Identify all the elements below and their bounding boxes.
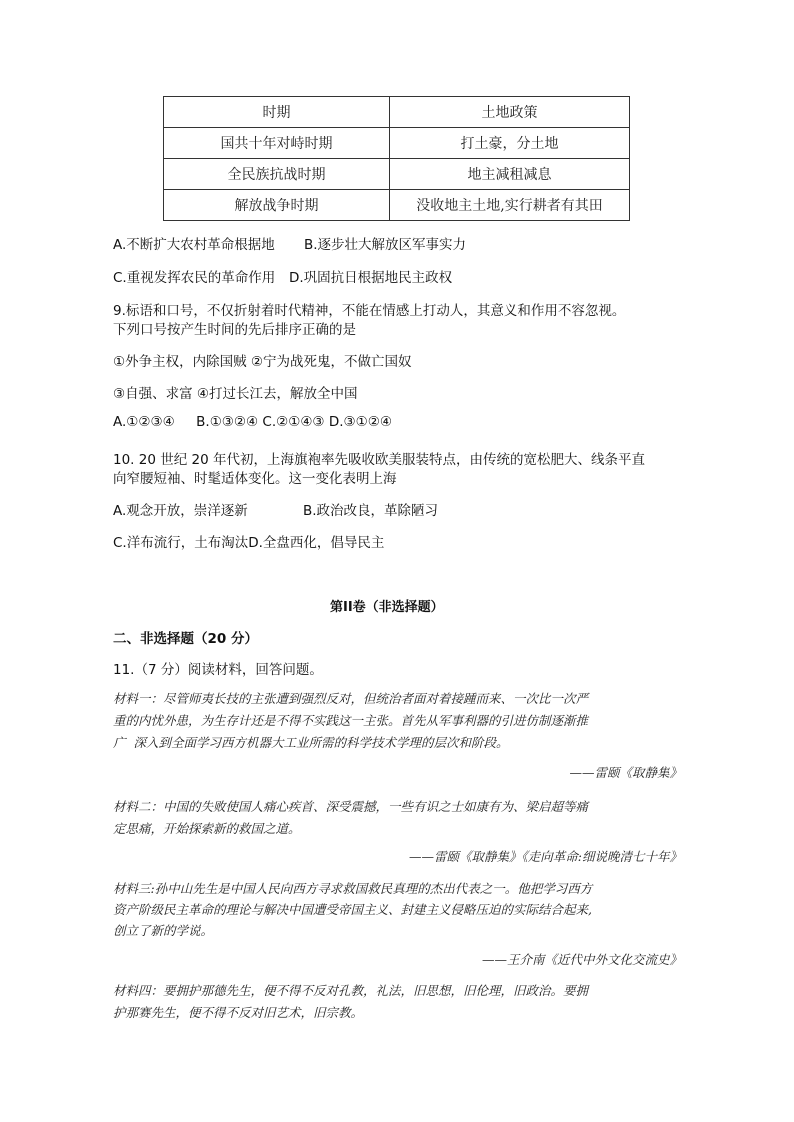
material-2-source: ——雷颐《取静集》《走向革命:细说晚清七十年》 <box>409 849 682 864</box>
q10-option-b: B.政治改良，革除陋习 <box>303 503 439 519</box>
land-policy-table <box>163 96 630 221</box>
material-4-line: 材料四：要拥护那德先生，便不得不反对孔教，礼法，旧思想，旧伦理，旧政治。要拥 <box>113 983 589 998</box>
table-header-cell: 时期 <box>164 97 390 128</box>
section-title: 第II卷（非选择题） <box>330 600 444 615</box>
material-1-source: ——雷颐《取静集》 <box>569 765 682 780</box>
question-11-intro: 11.（7 分）阅读材料，回答问题。 <box>113 662 323 678</box>
table-cell: 全民族抗战时期 <box>164 159 390 190</box>
q10-option-cd: C.洋布流行，土布淘汰D.全盘西化，倡导民主 <box>113 535 385 551</box>
material-3-source: ——王介南《近代中外文化交流史》 <box>481 952 682 967</box>
q9-stem-line2: 下列口号按产生时间的先后排序正确的是 <box>113 322 356 338</box>
q10-stem-line1: 10. 20 世纪 20 年代初，上海旗袍率先吸收欧美服装特点，由传统的宽松肥大、线条平直 <box>113 452 645 468</box>
material-1-line: 重的内忧外患，为生存计还是不得不实践这一主张。首先从军事利器的引进仿制逐渐推 <box>113 713 589 728</box>
q8-option-c: C.重视发挥农民的革命作用 <box>113 270 276 286</box>
material-3-line: 创立了新的学说。 <box>113 923 214 938</box>
q9-items-line1: ①外争主权，内除国贼 ②宁为战死鬼，不做亡国奴 <box>113 354 412 370</box>
table-header-row <box>164 97 630 128</box>
material-2-line: 定思痛，开始探索新的救国之道。 <box>113 821 301 836</box>
table-header-cell: 土地政策 <box>390 97 630 128</box>
material-1-line: 广 深入到全面学习西方机器大工业所需的科学技术学理的层次和阶段。 <box>113 735 509 750</box>
table-cell: 解放战争时期 <box>164 190 390 221</box>
q9-stem-line1: 9.标语和口号，不仅折射着时代精神，不能在情感上打动人，其意义和作用不容忽视。 <box>113 303 626 319</box>
q8-option-a: A.不断扩大农村革命根据地 <box>113 237 275 253</box>
part-heading: 二、非选择题（20 分） <box>113 631 258 647</box>
material-4-line: 护那赛先生，便不得不反对旧艺术，旧宗教。 <box>113 1005 364 1020</box>
table-row <box>164 159 630 190</box>
q8-option-d: D.巩固抗日根据地民主政权 <box>289 270 453 286</box>
table-row <box>164 128 630 159</box>
table-cell: 地主减租减息 <box>390 159 630 190</box>
material-3-line: 资产阶级民主革命的理论与解决中国遭受帝国主义、封建主义侵略压迫的实际结合起来, <box>113 902 592 917</box>
q9-options: A.①②③④ B.①③②④ C.②①④③ D.③①②④ <box>113 414 392 430</box>
q10-option-a: A.观念开放，崇洋逐新 <box>113 503 248 519</box>
q8-option-b: B.逐步壮大解放区军事实力 <box>304 237 467 253</box>
material-1-line: 材料一：尽管师夷长技的主张遭到强烈反对，但统治者面对着接踵而来、一次比一次严 <box>113 691 589 706</box>
material-2-line: 材料二：中国的失败使国人痛心疾首、深受震撼，一些有识之士如康有为、梁启超等痛 <box>113 799 589 814</box>
table-cell: 国共十年对峙时期 <box>164 128 390 159</box>
q9-items-line2: ③自强、求富 ④打过长江去，解放全中国 <box>113 386 358 402</box>
table-row <box>164 190 630 221</box>
table-cell: 打土豪，分土地 <box>390 128 630 159</box>
material-3-line: 材料三:孙中山先生是中国人民向西方寻求救国救民真理的杰出代表之一。他把学习西方 <box>113 881 593 896</box>
q10-stem-line2: 向窄腰短袖、时髦适体变化。这一变化表明上海 <box>113 471 397 487</box>
table-cell: 没收地主土地,实行耕者有其田 <box>390 190 630 221</box>
